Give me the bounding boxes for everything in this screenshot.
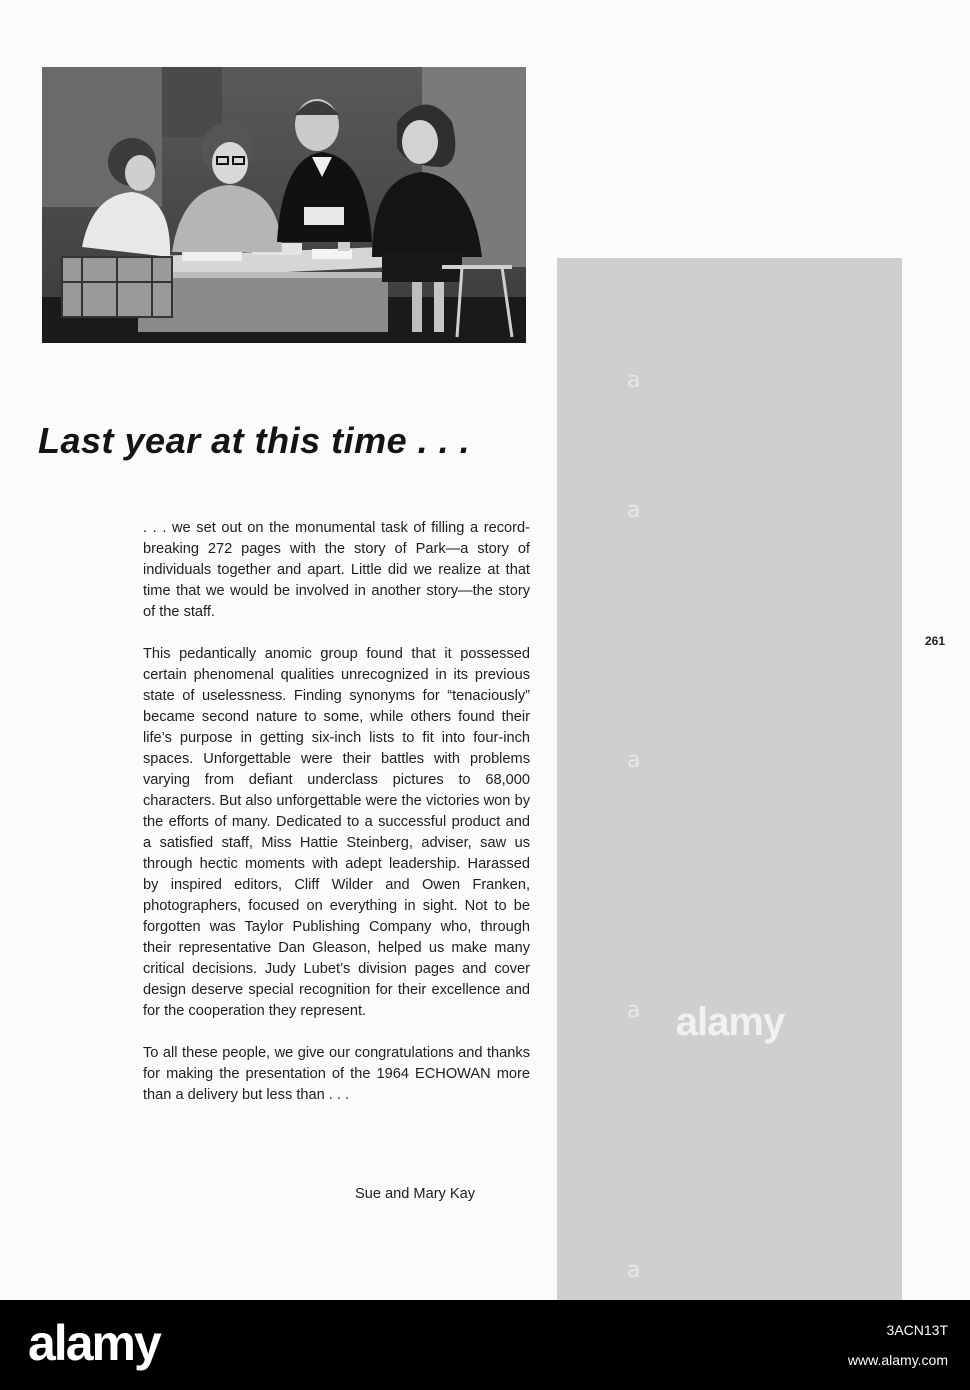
site-url: www.alamy.com (847, 1352, 948, 1368)
watermark-letter: a (627, 998, 641, 1023)
paragraph: This pedantically anomic group found that it possessed certain phenomenal qualities unrecognized in its previous state of uselessness. Finding synonyms for “tenaciously” became second nature to some, while others found their life’s purpose in getting six-inch lists to fit into four-inch spaces. Unforgettable were their battles with problems varying from defiant underclass pictures to 68,000 characters. But also unforgettable were the victories won by the efforts of many. Dedicated to a successful product and a satisfied staff, Miss Hattie Steinberg, adviser, saw us through hectic moments with adept leadership. Harassed by inspired editors, Cliff Wilder and Owen Franken, photographers, focused on everything in sight. Not to be forgotten was Taylor Publishing Company who, through their representative Dan Gleason, helped us make many critical decisions. Judy Lubet’s division pages and cover design deserve special recognition for their excellence and for the cooperation they represent. (143, 646, 530, 1019)
image-id: 3ACN13T (886, 1322, 948, 1338)
stock-footer-bar (0, 1300, 970, 1390)
gray-side-panel (557, 258, 902, 1300)
paragraph: To all these people, we give our congratulations and thanks for making the presentation of the 1964 ECHOWAN more than a delivery but less than . . . (143, 1045, 530, 1103)
watermark-letter: a (627, 1258, 641, 1283)
alamy-logo: alamy (28, 1315, 160, 1371)
article-body (143, 518, 530, 1127)
page-number: 261 (925, 634, 946, 648)
watermark-letter: a (627, 748, 641, 773)
staff-photo (42, 67, 526, 343)
watermark-text: alamy (675, 1000, 785, 1044)
watermark-letter: a (627, 368, 641, 393)
paragraph: . . . we set out on the monumental task of filling a record-breaking 272 pages with the story of Park—a story of individuals together and apart. Little did we realize at that time that we would be involved in another story—the story of the staff. (143, 520, 530, 620)
signature: Sue and Mary Kay (355, 1186, 476, 1202)
page-headline: Last year at this time . . . (38, 420, 471, 461)
watermark-letter: a (627, 498, 641, 523)
